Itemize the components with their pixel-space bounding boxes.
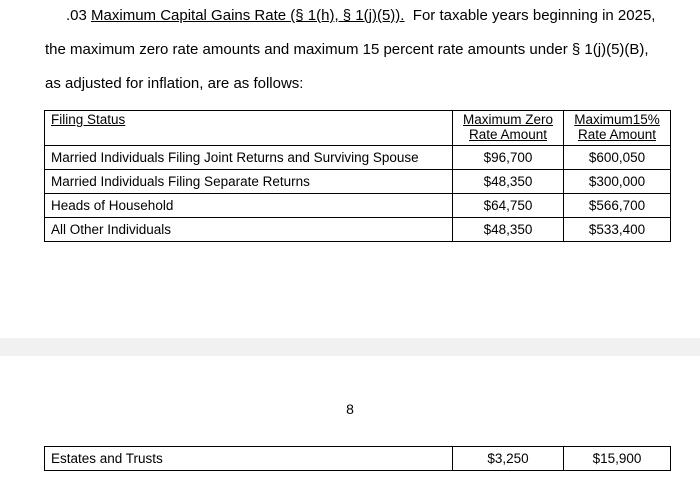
cell-filing-status: Married Individuals Filing Separate Returns — [45, 170, 453, 194]
header-maximum-zero-rate: Maximum Zero Rate Amount — [453, 111, 564, 146]
table-row — [45, 194, 671, 218]
cell-zero-rate: $96,700 — [453, 146, 564, 170]
paragraph-line-1 — [66, 7, 655, 25]
header-filing-status: Filing Status — [45, 111, 453, 146]
cell-fifteen-rate: $300,000 — [564, 170, 671, 194]
table-header-row — [45, 111, 671, 146]
cell-zero-rate: $3,250 — [453, 447, 564, 471]
section-heading: Maximum Capital Gains Rate (§ 1(h), § 1(j)(5)). — [91, 7, 405, 24]
cell-fifteen-rate: $533,400 — [564, 218, 671, 242]
paragraph-line-3: as adjusted for inflation, are as follows: — [45, 75, 304, 92]
table-row — [45, 146, 671, 170]
table-row — [45, 447, 671, 471]
cell-zero-rate: $48,350 — [453, 170, 564, 194]
cell-zero-rate: $64,750 — [453, 194, 564, 218]
cell-fifteen-rate: $566,700 — [564, 194, 671, 218]
cell-fifteen-rate: $600,050 — [564, 146, 671, 170]
page-break-gap — [0, 338, 700, 356]
capital-gains-table-continued — [44, 446, 671, 471]
cell-fifteen-rate: $15,900 — [564, 447, 671, 471]
cell-filing-status: All Other Individuals — [45, 218, 453, 242]
header-maximum-15-rate: Maximum15% Rate Amount — [564, 111, 671, 146]
cell-filing-status: Married Individuals Filing Joint Returns and Surviving Spouse — [45, 146, 453, 170]
page-number: 8 — [346, 401, 354, 417]
cell-zero-rate: $48,350 — [453, 218, 564, 242]
table-row — [45, 218, 671, 242]
paragraph-line-2: the maximum zero rate amounts and maximum 15 percent rate amounts under § 1(j)(5)(B), — [45, 41, 649, 58]
table-row — [45, 170, 671, 194]
paragraph-text-1: For taxable years beginning in 2025, — [412, 7, 656, 24]
cell-filing-status: Estates and Trusts — [45, 447, 453, 471]
cell-filing-status: Heads of Household — [45, 194, 453, 218]
section-number: .03 — [66, 7, 87, 24]
capital-gains-table — [44, 110, 671, 242]
